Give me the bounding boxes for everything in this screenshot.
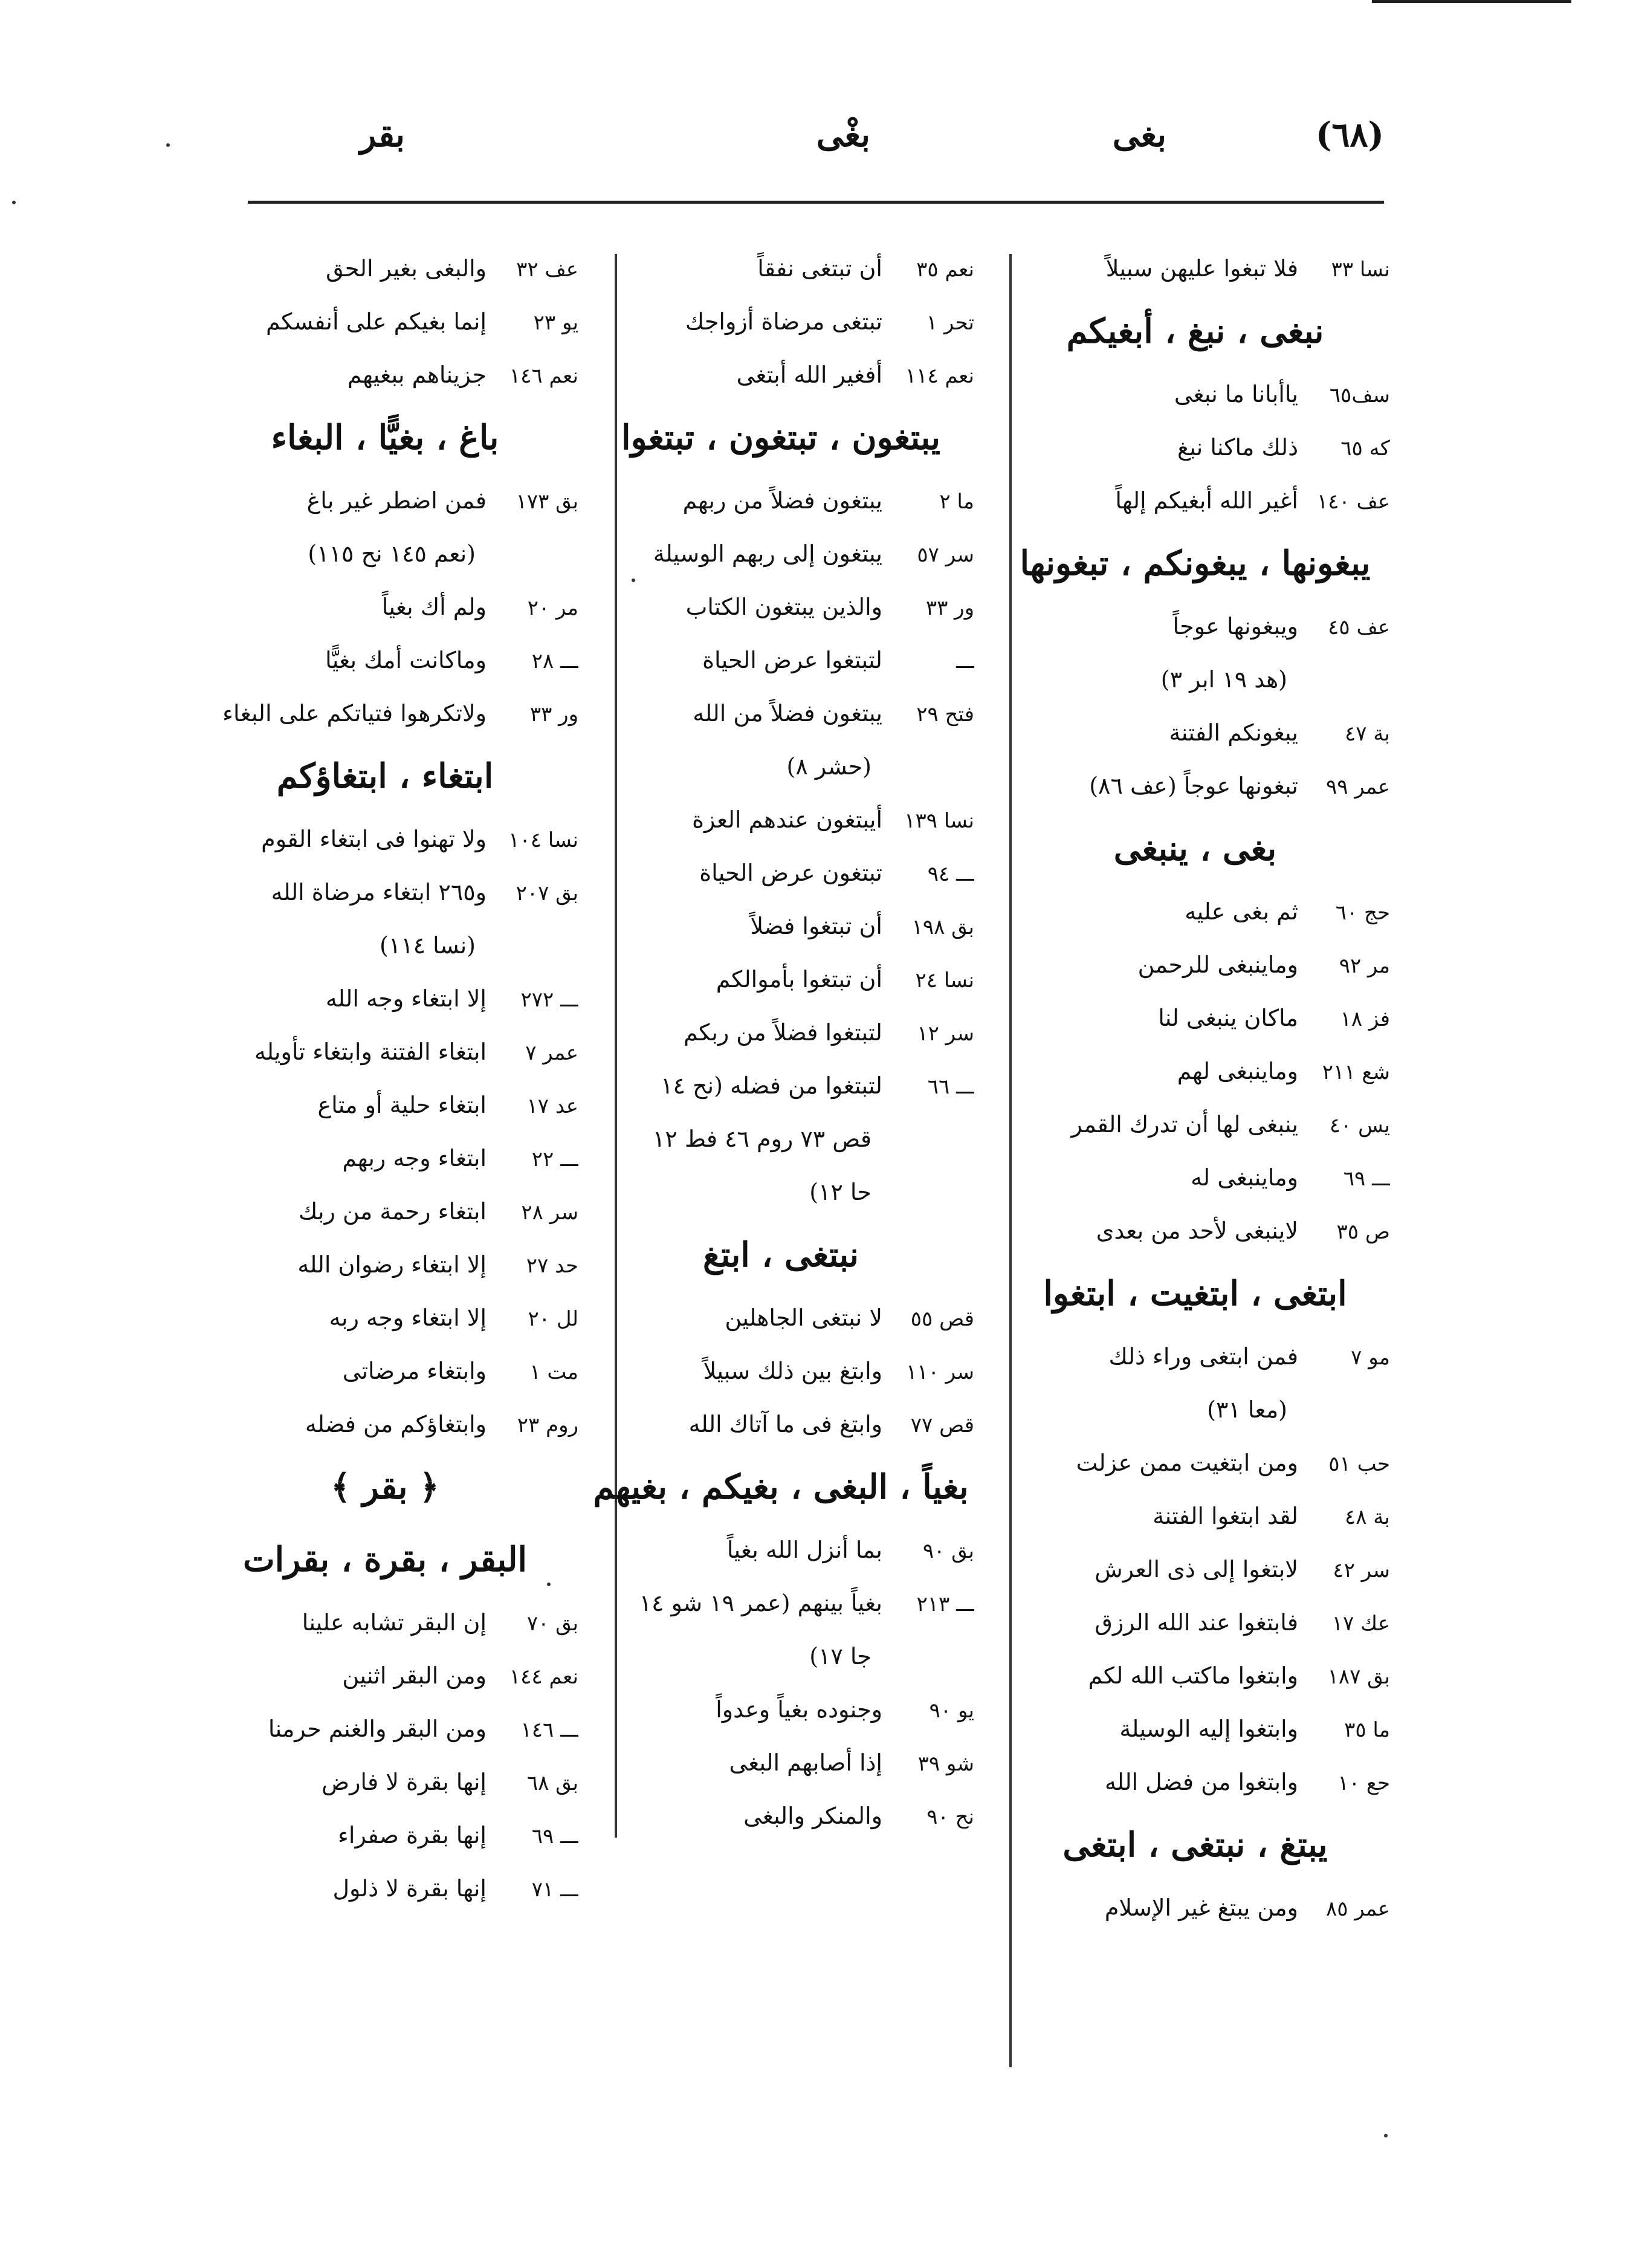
column-middle: [587, 242, 974, 1842]
entry-text: ياأبانا ما نبغى: [1174, 381, 1298, 407]
concordance-entry: [192, 633, 578, 687]
concordance-entry: [1000, 1436, 1390, 1489]
entry-text: وابتغوا إليه الوسيلة: [1119, 1716, 1298, 1742]
entry-reference: حد ٢٧: [526, 1254, 578, 1278]
entry-text: تبغونها عوجاً (عف ٨٦): [1089, 773, 1298, 799]
entry-text: لابتغوا إلى ذى العرش: [1095, 1556, 1298, 1583]
concordance-entry: [1000, 1489, 1390, 1543]
entry-text: ابتغاء وجه ربهم: [342, 1145, 487, 1171]
concordance-entry: [1000, 991, 1390, 1045]
scan-speck: [12, 201, 16, 204]
entry-text: إلا ابتغاء وجه ربه: [329, 1304, 487, 1331]
entry-reference: ـــ ٢٨: [531, 649, 578, 673]
entry-continuation: (هد ١٩ ابر ٣): [1160, 666, 1287, 693]
concordance-entry: [587, 295, 974, 348]
entry-reference: يس ٤٠: [1329, 1113, 1390, 1138]
concordance-entry: [1000, 421, 1390, 474]
entry-reference: نعم ١٤٤: [509, 1665, 578, 1689]
concordance-entry: [1000, 1596, 1390, 1649]
concordance-entry: [192, 1702, 578, 1755]
entry-text: إنها بقرة لا فارض: [322, 1769, 487, 1795]
concordance-entry: [1000, 600, 1390, 653]
concordance-entry: [587, 1523, 974, 1576]
concordance-entry: [192, 1078, 578, 1132]
entry-text: أن تبتغى نفقاً: [757, 255, 882, 282]
entry-text: أغير الله أبغيكم إلهاً: [1115, 487, 1298, 514]
entry-text: ابتغاء الفتنة وابتغاء تأويله: [254, 1038, 487, 1065]
entry-reference: ـــ ٦٩: [1343, 1167, 1390, 1191]
entry-reference: سف٦٥: [1329, 383, 1390, 407]
concordance-entry: [1000, 1649, 1390, 1702]
entry-text: جزيناهم ببغيهم: [347, 361, 487, 388]
entry-reference: عد ١٧: [526, 1094, 578, 1118]
entry-text: يبغونكم الفتنة: [1169, 719, 1298, 746]
entry-reference: بق ٢٠٧: [516, 881, 578, 906]
concordance-entry: [192, 1291, 578, 1344]
entry-text: ومن ابتغيت ممن عزلت: [1076, 1450, 1298, 1476]
top-rule: [1372, 0, 1571, 3]
concordance-entry: [1000, 1543, 1390, 1596]
entry-reference: ـــ ٢٢: [531, 1147, 578, 1171]
entry-reference: نح ٩٠: [926, 1805, 974, 1829]
entry-text: يبتغون فضلاً من الله: [693, 700, 882, 727]
entry-reference: نعم ١١٤: [905, 364, 974, 388]
concordance-entry: [192, 1238, 578, 1291]
concordance-entry: [587, 242, 974, 295]
entry-reference: عف ٣٢: [516, 258, 578, 282]
header-rule: [248, 201, 1384, 204]
entry-text: إلا ابتغاء وجه الله: [325, 985, 487, 1012]
concordance-entry: [192, 474, 578, 527]
entry-continuation: (حشر ٨): [786, 753, 871, 780]
entry-heading: ابتغى ، ابتغيت ، ابتغوا: [1043, 1274, 1347, 1314]
concordance-entry: [192, 687, 578, 740]
entry-reference: عك ١٧: [1331, 1612, 1390, 1636]
concordance-entry: [587, 1006, 974, 1059]
entry-text: وابتغوا ماكتب الله لكم: [1088, 1662, 1298, 1689]
entry-reference: سر ٢٨: [521, 1200, 578, 1225]
entry-reference: ور ٣٣: [529, 702, 578, 727]
entry-text: تبتغون عرض الحياة: [699, 860, 882, 886]
concordance-entry: [192, 1025, 578, 1078]
entry-text: وماكانت أمك بغيًّا: [325, 647, 487, 673]
entry-text: ومن يبتغ غير الإسلام: [1104, 1894, 1298, 1921]
concordance-entry: [587, 348, 974, 401]
entry-reference: ـــ ١٤٦: [520, 1718, 578, 1742]
column-left: [192, 242, 578, 1915]
entry-reference: مت ١: [529, 1360, 578, 1384]
concordance-entry: [192, 242, 578, 295]
entry-heading: يبتغون ، تبتغون ، تبتغوا: [621, 418, 940, 458]
header-word-center: بغْى: [816, 115, 870, 155]
entry-text: لا نبتغى الجاهلين: [725, 1304, 882, 1331]
concordance-entry: [192, 295, 578, 348]
header-word-left: بقر: [360, 115, 405, 155]
entry-heading: ﴿ بقر ﴾: [331, 1467, 439, 1507]
entry-reference: ـــ: [956, 649, 974, 673]
entry-reference: بق ١٨٧: [1327, 1665, 1390, 1689]
entry-reference: بق ٩٠: [922, 1539, 974, 1563]
entry-reference: بق ١٩٨: [911, 915, 974, 939]
entry-reference: سر ٤٢: [1333, 1558, 1390, 1583]
entry-heading: بغياً ، البغى ، بغيكم ، بغيهم: [593, 1467, 969, 1507]
entry-text: وابتغاؤكم من فضله: [305, 1411, 487, 1437]
concordance-entry: [587, 580, 974, 633]
concordance-entry: [1000, 938, 1390, 991]
entry-text: تبتغى مرضاة أزواجك: [685, 308, 882, 335]
entry-reference: يو ٩٠: [929, 1699, 974, 1723]
concordance-entry: [587, 687, 974, 740]
entry-text: والبغى بغير الحق: [326, 255, 487, 282]
page-number: (٦٨): [1315, 115, 1384, 155]
entry-text: وابتغ بين ذلك سبيلاً: [703, 1358, 882, 1384]
entry-continuation: جا ١٧): [809, 1643, 871, 1670]
concordance-entry: [192, 866, 578, 919]
entry-heading: يبتغ ، نبتغى ، ابتغى: [1062, 1825, 1328, 1865]
entry-reference: مر ٢٠: [527, 596, 578, 620]
entry-reference: روم ٢٣: [517, 1413, 578, 1437]
concordance-entry: [587, 846, 974, 899]
entry-text: أيبتغون عندهم العزة: [692, 806, 882, 833]
concordance-entry: [192, 1132, 578, 1185]
concordance-entry: [192, 1398, 578, 1451]
entry-text: ومن البقر اثنين: [342, 1662, 487, 1689]
entry-text: إذا أصابهم البغى: [729, 1749, 882, 1776]
entry-text: إنها بقرة صفراء: [338, 1822, 487, 1848]
concordance-entry: [192, 972, 578, 1025]
entry-heading: نبتغى ، ابتغ: [703, 1235, 859, 1275]
concordance-entry: [192, 1185, 578, 1238]
concordance-entry: [1000, 1881, 1390, 1934]
concordance-entry: [192, 348, 578, 401]
entry-reference: ـــ ٦٦: [927, 1075, 974, 1099]
entry-text: أن تبتغوا فضلاً: [750, 913, 882, 939]
entry-reference: قص ٥٥: [910, 1307, 974, 1331]
entry-text: لتبتغوا من فضله (نح ١٤: [661, 1072, 882, 1099]
entry-text: وابتغ فى ما آتاك الله: [688, 1411, 882, 1437]
concordance-entry: [587, 474, 974, 527]
entry-reference: عف ٤٥: [1328, 615, 1390, 640]
entry-reference: شو ٣٩: [917, 1752, 974, 1776]
concordance-entry: [587, 1789, 974, 1842]
concordance-entry: [587, 1398, 974, 1451]
concordance-entry: [587, 633, 974, 687]
entry-heading: باغ ، بغيًّا ، البغاء: [271, 418, 499, 458]
concordance-entry: [587, 953, 974, 1006]
entry-reference: مر ٩٢: [1339, 954, 1390, 978]
entry-reference: فتح ٢٩: [916, 702, 974, 727]
entry-text: بغياً بينهم (عمر ١٩ شو ١٤: [639, 1590, 882, 1616]
entry-continuation: قص ٧٣ روم ٤٦ فط ١٢: [652, 1126, 871, 1152]
entry-reference: حب ٥١: [1328, 1452, 1390, 1476]
entry-text: ابتغاء حلية أو متاع: [317, 1092, 487, 1118]
entry-continuation: (نسا ١١٤): [379, 932, 476, 959]
entry-text: أن تبتغوا بأموالكم: [716, 966, 882, 993]
scan-speck: [547, 1583, 551, 1586]
concordance-entry: [1000, 1098, 1390, 1151]
concordance-entry: [192, 812, 578, 866]
entry-text: وجنوده بغياً وعدواً: [716, 1696, 882, 1723]
concordance-entry: [1000, 368, 1390, 421]
concordance-entry: [587, 899, 974, 953]
entry-reference: نسا ١٠٤: [508, 828, 578, 852]
entry-reference: ص ٣٥: [1336, 1220, 1390, 1244]
entry-text: وابتغاء مرضاتى: [342, 1358, 487, 1384]
entry-text: والذين يبتغون الكتاب: [685, 594, 882, 620]
entry-reference: مو ٧: [1351, 1346, 1390, 1370]
entry-reference: فز ١٨: [1340, 1007, 1390, 1031]
entry-text: فابتغوا عند الله الرزق: [1095, 1609, 1298, 1636]
entry-text: والمنكر والبغى: [743, 1803, 882, 1829]
entry-text: يبتغون فضلاً من ربهم: [682, 487, 882, 514]
entry-reference: حع ١٠: [1337, 1771, 1390, 1795]
entry-reference: يو ٢٣: [533, 311, 578, 335]
entry-text: ذلك ماكنا نبغ: [1177, 434, 1298, 461]
page-header: [248, 115, 1384, 187]
entry-reference: بق ٧٠: [526, 1612, 578, 1636]
entry-reference: بق ١٧٣: [516, 490, 578, 514]
entry-reference: نعم ٣٥: [916, 258, 974, 282]
entry-heading: يبغونها ، يبغونكم ، تبغونها: [1020, 543, 1371, 583]
column-right: [1000, 242, 1390, 1934]
concordance-entry: [1000, 1045, 1390, 1098]
scan-speck: [632, 578, 635, 582]
entry-reference: بق ٦٨: [526, 1771, 578, 1795]
concordance-entry: [587, 793, 974, 846]
concordance-entry: [192, 1596, 578, 1649]
entry-text: فلا تبغوا عليهن سبيلاً: [1105, 255, 1298, 282]
entry-reference: نسا ١٣٩: [904, 809, 974, 833]
entry-text: لتبتغوا عرض الحياة: [702, 647, 882, 673]
entry-text: ينبغى لها أن تدرك القمر: [1071, 1111, 1298, 1138]
scan-speck: [166, 143, 170, 147]
entry-reference: ـــ ٧١: [531, 1878, 578, 1902]
entry-text: أفغير الله أبتغى: [736, 361, 882, 388]
entry-continuation: (معا ٣١): [1207, 1396, 1287, 1423]
concordance-entry: [1000, 1755, 1390, 1809]
concordance-entry: [192, 1862, 578, 1915]
concordance-entry: [1000, 1151, 1390, 1204]
entry-text: و٢٦٥ ابتغاء مرضاة الله: [271, 879, 487, 906]
entry-reference: ما ٣٥: [1344, 1718, 1390, 1742]
concordance-entry: [587, 527, 974, 580]
concordance-entry: [192, 1755, 578, 1809]
entry-text: وماينبغى للرحمن: [1137, 951, 1298, 978]
concordance-entry: [587, 1576, 974, 1630]
entry-text: ماكان ينبغى لنا: [1158, 1005, 1298, 1031]
concordance-entry: [587, 1683, 974, 1736]
entry-reference: ما ٢: [939, 490, 974, 514]
header-word-right: بغى: [1112, 115, 1166, 155]
entry-reference: عمر ٩٩: [1325, 775, 1390, 799]
entry-reference: سر ٥٧: [917, 543, 974, 567]
entry-text: ولم أك بغياً: [381, 594, 487, 620]
entry-text: لتبتغوا فضلاً من ربكم: [683, 1019, 882, 1046]
entry-reference: بة ٤٨: [1344, 1505, 1390, 1529]
entry-reference: ـــ ٢٧٢: [520, 988, 578, 1012]
concordance-entry: [1000, 885, 1390, 938]
entry-reference: ـــ ٢١٣: [916, 1592, 974, 1616]
concordance-entry: [587, 1736, 974, 1789]
concordance-entry: [1000, 706, 1390, 759]
entry-reference: كه ٦٥: [1340, 436, 1390, 461]
scan-speck: [1384, 2134, 1388, 2137]
entry-reference: نسا ٢٤: [915, 968, 974, 993]
entry-text: بما أنزل الله بغياً: [726, 1537, 882, 1563]
entry-reference: نعم ١٤٦: [509, 364, 578, 388]
entry-text: إن البقر تشابه علينا: [302, 1609, 487, 1636]
entry-heading: بغى ، ينبغى: [1113, 829, 1277, 869]
entry-text: ويبغونها عوجاً: [1172, 613, 1298, 640]
entry-continuation: (نعم ١٤٥ نح ١١٥): [308, 540, 476, 567]
concordance-entry: [1000, 1702, 1390, 1755]
concordance-entry: [1000, 759, 1390, 812]
entry-text: وابتغوا من فضل الله: [1105, 1769, 1298, 1795]
entry-reference: لل ٢٠: [528, 1307, 578, 1331]
entry-reference: عمر ٨٥: [1325, 1897, 1390, 1921]
concordance-entry: [1000, 474, 1390, 527]
concordance-entry: [192, 1649, 578, 1702]
concordance-entry: [1000, 1330, 1390, 1383]
concordance-entry: [587, 1291, 974, 1344]
concordance-entry: [192, 1344, 578, 1398]
entry-reference: بة ٤٧: [1344, 722, 1390, 746]
entry-reference: نسا ٣٣: [1331, 258, 1390, 282]
entry-reference: تحر ١: [926, 311, 974, 335]
entry-heading: نبغى ، نبغ ، أبغيكم: [1066, 311, 1324, 351]
entry-reference: ـــ ٩٤: [927, 862, 974, 886]
entry-reference: قص ٧٧: [910, 1413, 974, 1437]
entry-text: ولا تهنوا فى ابتغاء القوم: [261, 826, 487, 852]
entry-text: ابتغاء رحمة من ربك: [298, 1198, 487, 1225]
entry-reference: حج ٦٠: [1335, 901, 1390, 925]
concordance-entry: [1000, 1204, 1390, 1257]
entry-text: إنما بغيكم على أنفسكم: [265, 308, 487, 335]
entry-text: فمن ابتغى وراء ذلك: [1108, 1343, 1298, 1370]
entry-text: ثم بغى عليه: [1185, 898, 1298, 925]
entry-text: إلا ابتغاء رضوان الله: [297, 1251, 487, 1278]
concordance-entry: [1000, 242, 1390, 295]
entry-reference: سر ١١٠: [906, 1360, 974, 1384]
entry-text: وماينبغى له: [1191, 1164, 1298, 1191]
concordance-entry: [587, 1059, 974, 1112]
entry-reference: شع ٢١١: [1322, 1060, 1390, 1084]
concordance-entry: [192, 1809, 578, 1862]
entry-text: لقد ابتغوا الفتنة: [1153, 1503, 1298, 1529]
entry-text: يبتغون إلى ربهم الوسيلة: [653, 540, 882, 567]
entry-heading: ابتغاء ، ابتغاؤكم: [276, 756, 494, 796]
entry-heading: البقر ، بقرة ، بقرات: [242, 1540, 528, 1580]
entry-text: ولاتكرهوا فتياتكم على البغاء: [222, 700, 487, 727]
entry-text: إنها بقرة لا ذلول: [332, 1875, 487, 1902]
entry-text: فمن اضطر غير باغ: [306, 487, 487, 514]
entry-reference: ـــ ٦٩: [531, 1824, 578, 1848]
entry-reference: عف ١٤٠: [1316, 490, 1390, 514]
entry-reference: ور ٣٣: [925, 596, 974, 620]
entry-reference: عمر ٧: [525, 1041, 578, 1065]
entry-continuation: حا ١٢): [809, 1179, 871, 1205]
entry-text: لاينبغى لأحد من بعدى: [1096, 1217, 1298, 1244]
entry-reference: سر ١٢: [917, 1022, 974, 1046]
entry-text: وماينبغى لهم: [1177, 1058, 1298, 1084]
concordance-entry: [587, 1344, 974, 1398]
entry-text: ومن البقر والغنم حرمنا: [268, 1716, 487, 1742]
concordance-entry: [192, 580, 578, 633]
